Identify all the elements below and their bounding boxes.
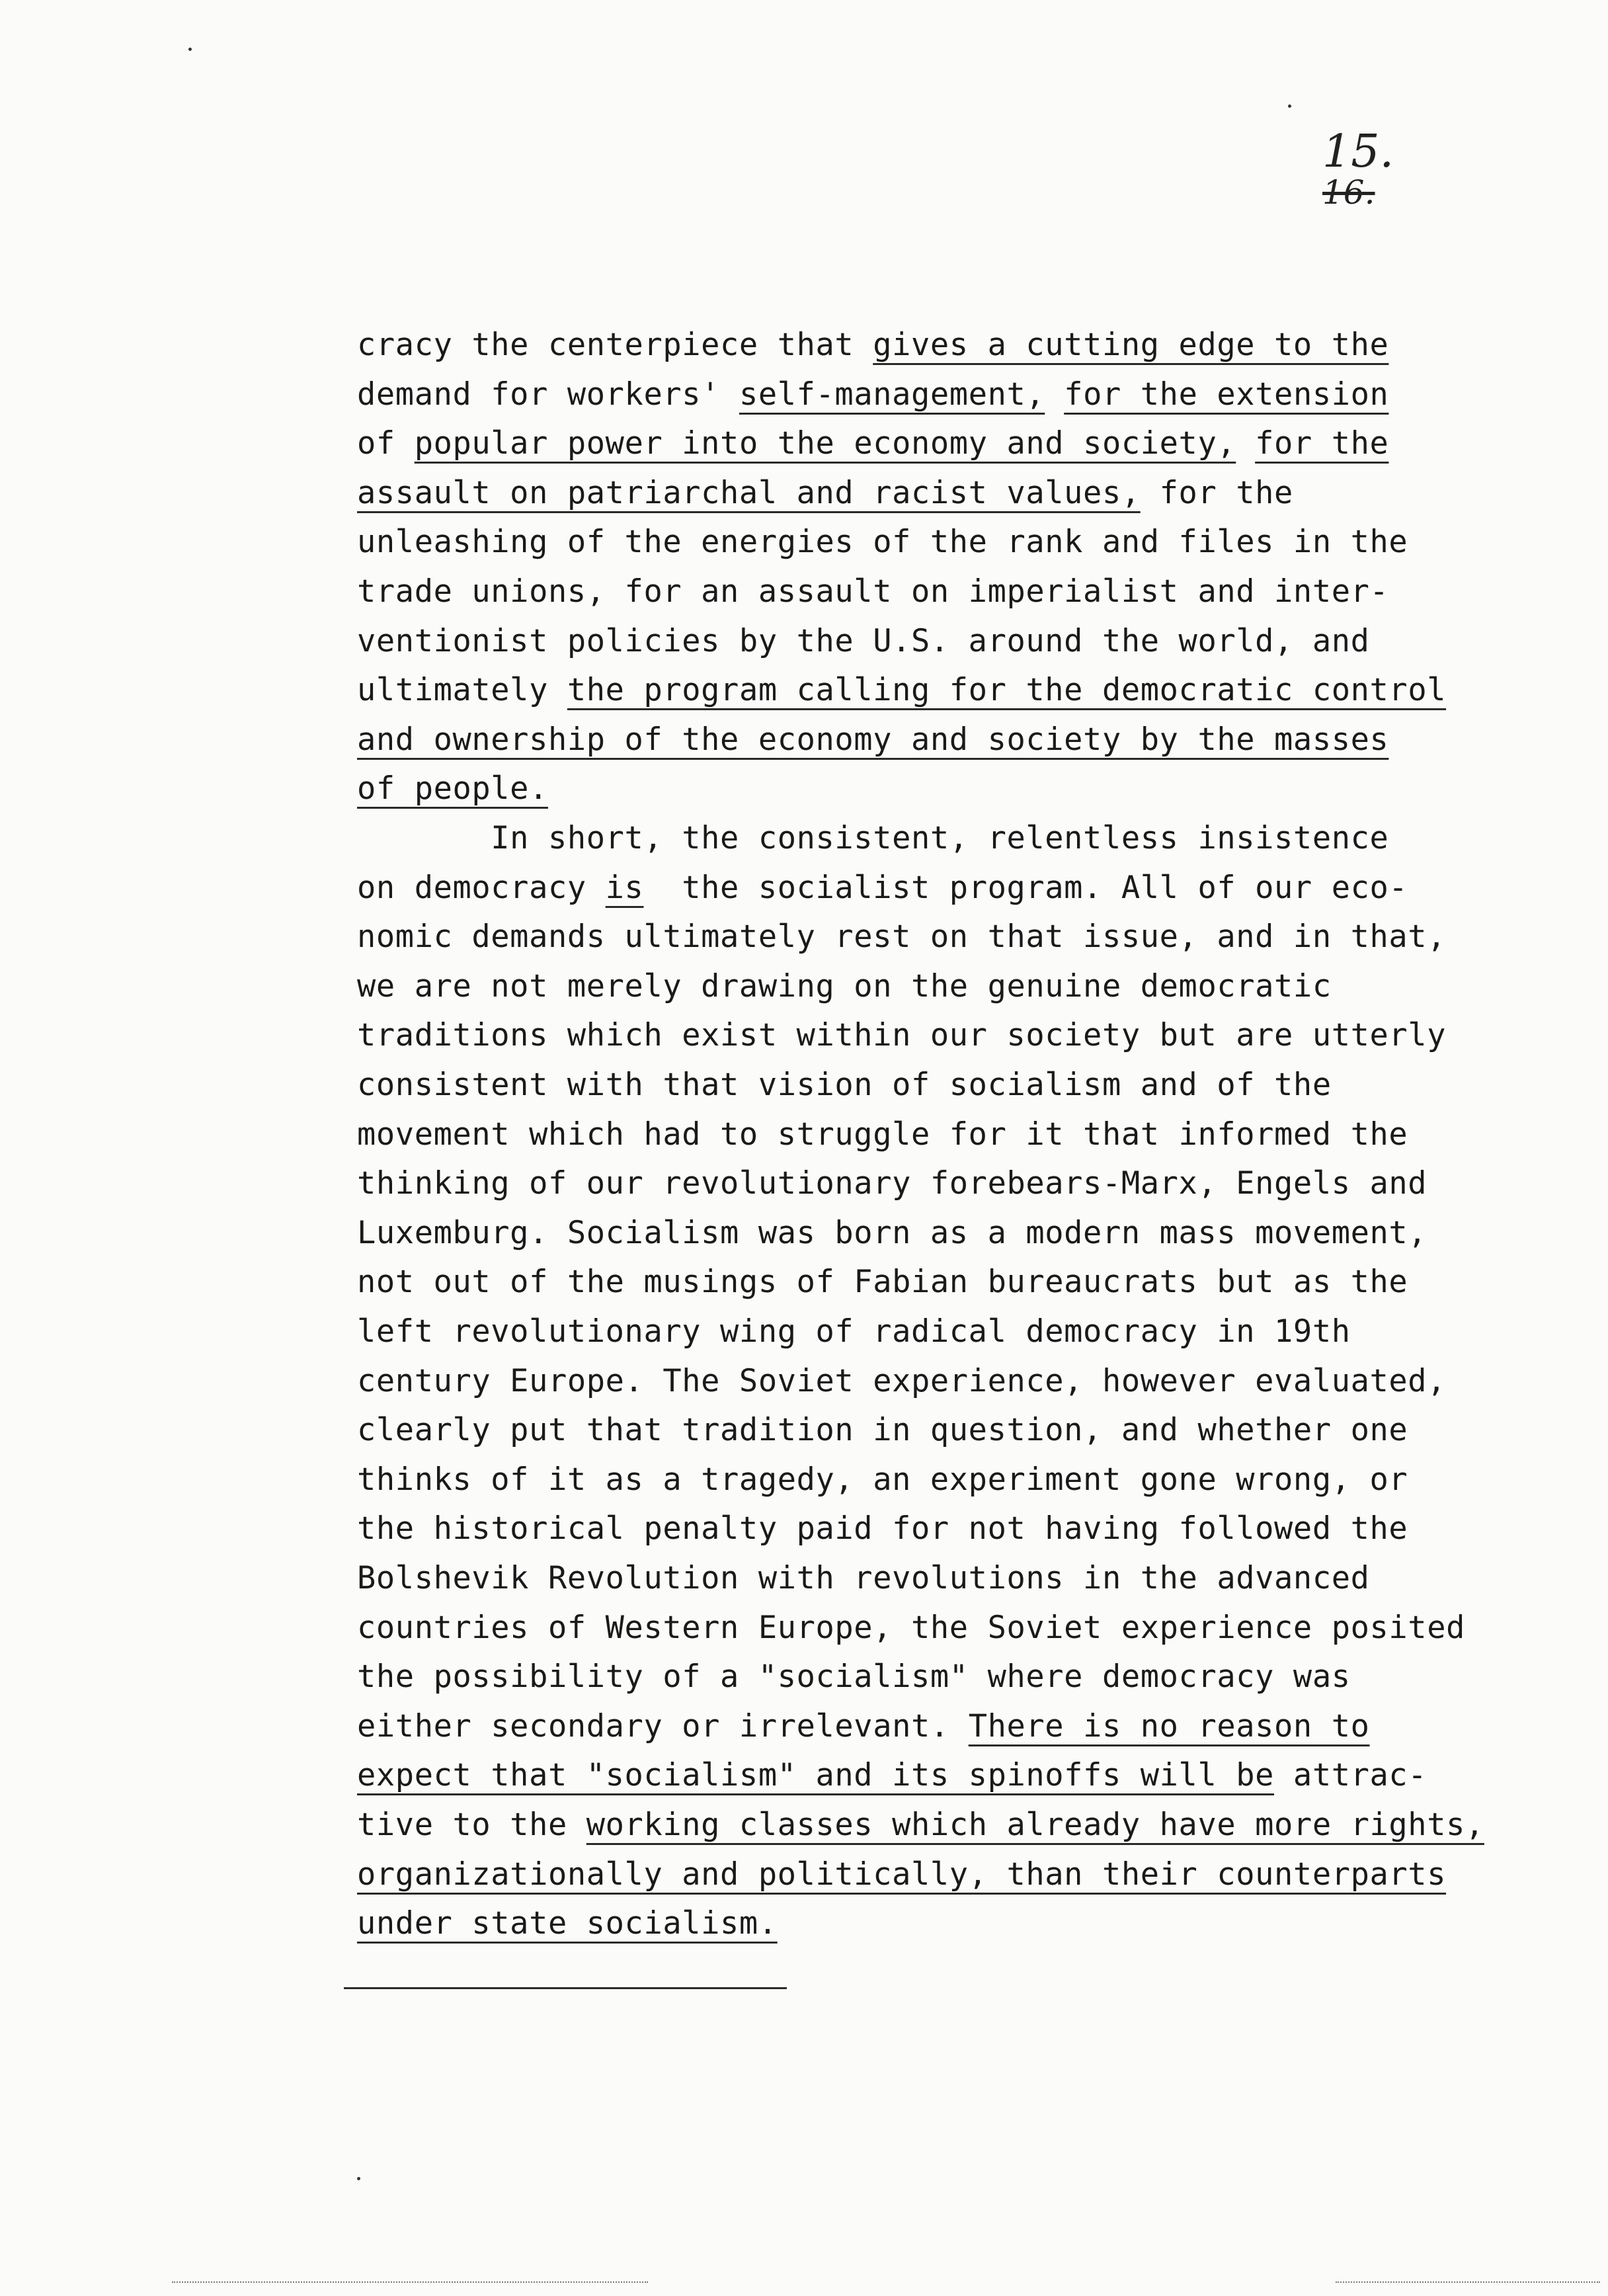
text-segment: either secondary or irrelevant. <box>357 1708 969 1744</box>
text-segment: unleashing of the energies of the rank and files in the <box>357 524 1408 560</box>
text-segment: movement which had to struggle for it that informed the <box>357 1116 1408 1153</box>
text-segment: thinks of it as a tragedy, an experiment gone wrong, or <box>357 1461 1408 1498</box>
underlined-text: for the <box>1255 425 1389 462</box>
text-segment: nomic demands ultimately rest on that issue, and in that, <box>357 919 1447 955</box>
underlined-text: and ownership of the economy and society by the masses <box>357 721 1389 758</box>
underlined-text: expect that "socialism" and its spinoffs will be <box>357 1757 1275 1793</box>
text-line <box>357 572 1388 612</box>
text-line <box>357 1115 1408 1155</box>
text-segment: ventionist policies by the U.S. around the world, and <box>357 623 1370 659</box>
text-line <box>357 1904 778 1944</box>
text-segment: Bolshevik Revolution with revolutions in the advanced <box>357 1560 1370 1596</box>
underlined-text: gives a cutting edge to the <box>873 327 1389 363</box>
text-line <box>357 424 1388 464</box>
text-line <box>357 1509 1408 1549</box>
text-line <box>357 1657 1351 1697</box>
underlined-text: assault on patriarchal and racist values, <box>357 475 1141 511</box>
text-segment: for the <box>1140 475 1293 511</box>
text-line <box>357 1805 1484 1845</box>
text-segment: of <box>357 425 415 462</box>
text-segment: traditions which exist within our society but are utterly <box>357 1017 1447 1053</box>
text-segment: countries of Western Europe, the Soviet experience posited <box>357 1610 1465 1646</box>
text-segment: the socialist program. All of our eco- <box>643 870 1408 906</box>
text-segment: on democracy <box>357 870 606 906</box>
text-line <box>357 671 1446 710</box>
text-segment: not out of the musings of Fabian bureaucrats but as the <box>357 1264 1408 1300</box>
text-segment: cracy the centerpiece that <box>357 327 873 363</box>
underlined-text: There is no reason to <box>968 1708 1370 1744</box>
underlined-text: popular power into the economy and society, <box>414 425 1236 462</box>
text-line <box>357 325 1388 365</box>
text-segment: we are not merely drawing on the genuine democratic <box>357 968 1332 1004</box>
text-line <box>357 917 1446 957</box>
text-line <box>357 1016 1446 1055</box>
text-segment: Luxemburg. Socialism was born as a modern mass movement, <box>357 1215 1427 1251</box>
text-segment: ultimately <box>357 672 567 708</box>
speck <box>357 2177 360 2180</box>
page-number <box>1322 126 1402 212</box>
text-segment: trade unions, for an assault on imperialist and inter- <box>357 573 1389 610</box>
underlined-text: for the extension <box>1064 376 1389 413</box>
text-line <box>357 1707 1370 1746</box>
speck <box>1288 104 1291 108</box>
text-line <box>357 1460 1408 1500</box>
underlined-text: working classes which already have more rights, <box>586 1807 1484 1843</box>
text-line <box>357 1065 1332 1105</box>
text-line <box>357 769 548 809</box>
page-number-current: 15. <box>1322 126 1394 178</box>
text-line <box>357 1262 1408 1302</box>
text-segment: clearly put that tradition in question, and whether one <box>357 1412 1408 1448</box>
text-line <box>357 868 1408 908</box>
text-segment: the historical penalty paid for not having followed the <box>357 1510 1408 1547</box>
underlined-text: is <box>605 870 644 906</box>
text-segment: left revolutionary wing of radical democracy in 19th <box>357 1313 1351 1350</box>
text-line <box>357 1213 1427 1253</box>
speck <box>188 48 192 51</box>
text-line <box>357 622 1370 661</box>
text-segment: consistent with that vision of socialism and of the <box>357 1067 1332 1103</box>
underlined-text: of people. <box>357 770 548 807</box>
text-line <box>357 1362 1446 1401</box>
text-line <box>357 1756 1427 1795</box>
page-number-struck: 16. <box>1322 173 1375 212</box>
text-segment: demand for workers' <box>357 376 739 413</box>
text-segment: thinking of our revolutionary forebears-Marx, Engels and <box>357 1165 1427 1202</box>
text-line <box>357 1608 1465 1648</box>
text-line <box>357 1559 1370 1598</box>
text-segment: In short, the consistent, relentless insistence <box>357 820 1389 856</box>
text-segment <box>1236 425 1255 462</box>
text-line <box>357 473 1293 513</box>
scan-edge-noise <box>172 2281 648 2283</box>
text-line <box>357 522 1408 562</box>
scan-edge-noise <box>1336 2281 1600 2283</box>
text-line <box>357 967 1332 1006</box>
text-line <box>357 1855 1446 1895</box>
text-line <box>357 1411 1408 1450</box>
text-segment: century Europe. The Soviet experience, however evaluated, <box>357 1363 1447 1399</box>
text-line <box>357 375 1388 415</box>
underlined-text: self-management, <box>739 376 1045 413</box>
text-segment: tive to the <box>357 1807 586 1843</box>
text-line <box>357 1312 1351 1352</box>
text-segment: attrac- <box>1274 1757 1427 1793</box>
text-segment <box>1045 376 1064 413</box>
text-line <box>357 1164 1427 1204</box>
handwritten-rule <box>344 1987 787 1989</box>
text-line <box>357 819 1388 858</box>
underlined-text: the program calling for the democratic control <box>567 672 1447 708</box>
underlined-text: organizationally and politically, than their counterparts <box>357 1856 1447 1893</box>
underlined-text: under state socialism. <box>357 1905 778 1942</box>
text-line <box>357 720 1388 760</box>
text-segment: the possibility of a "socialism" where democracy was <box>357 1659 1351 1695</box>
